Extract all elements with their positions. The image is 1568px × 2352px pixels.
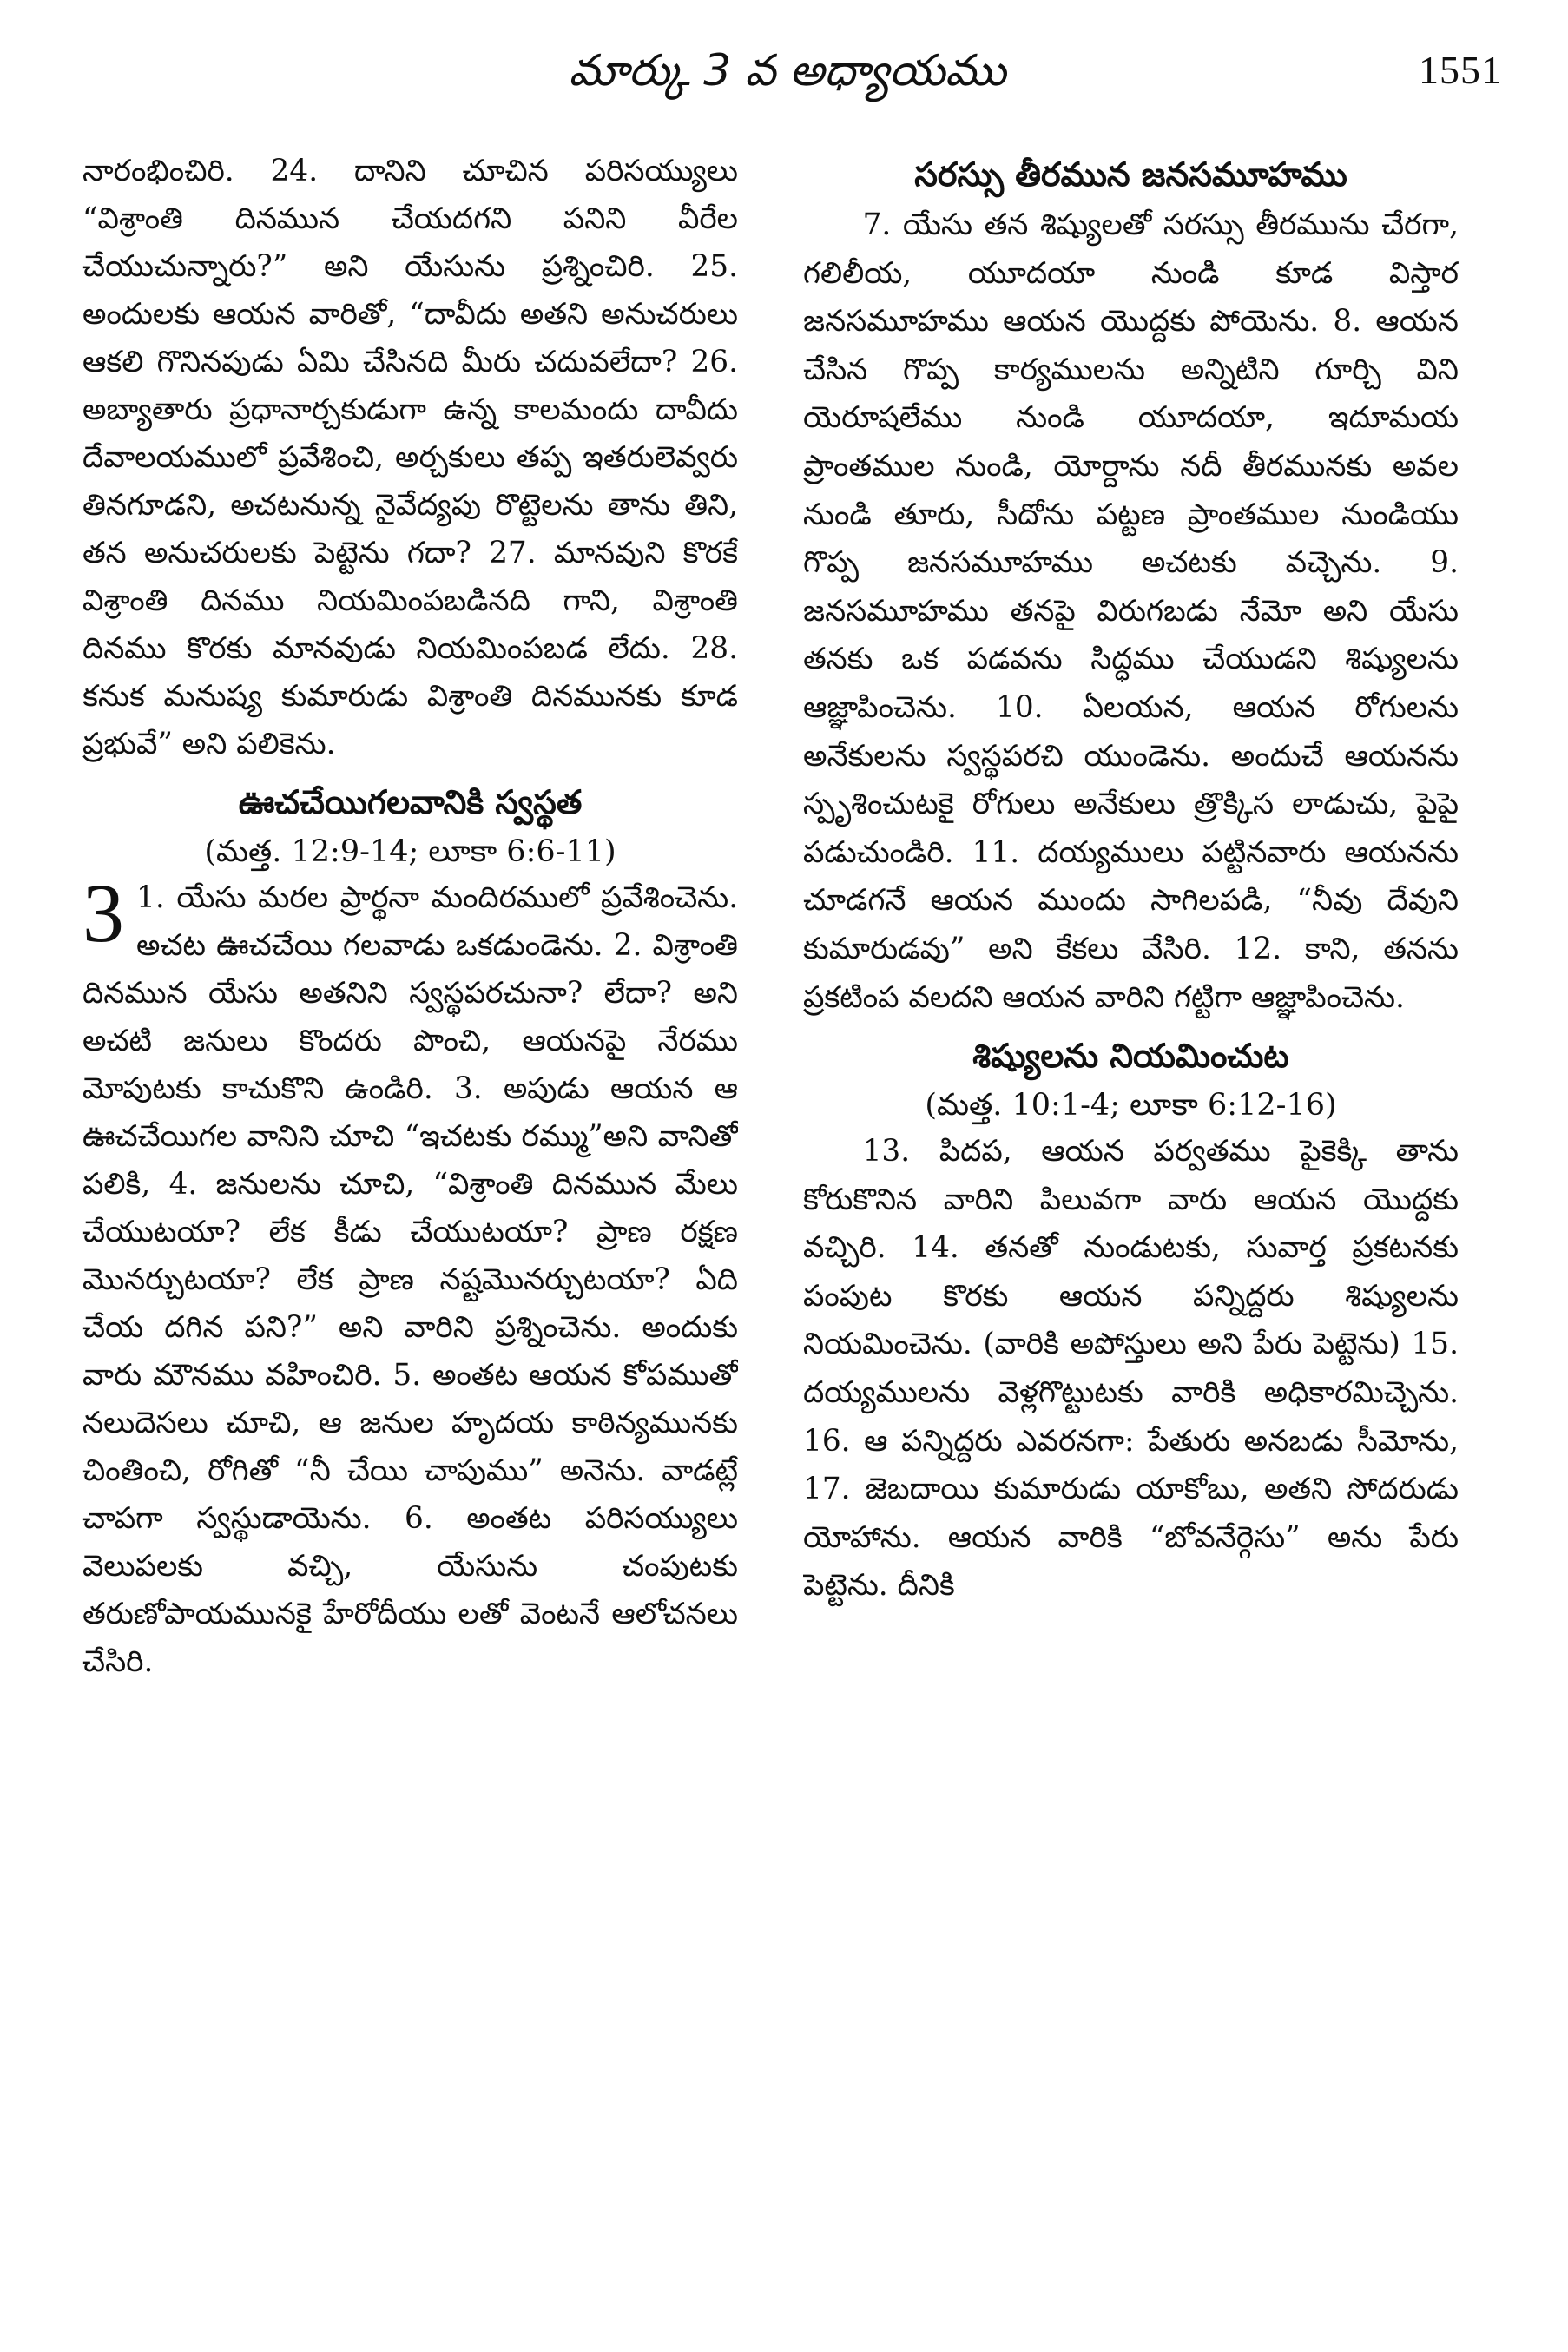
page-header	[78, 45, 1502, 106]
section-heading: సరస్సు తీరమున జనసమూహము	[914, 155, 1347, 194]
page-number: 1551	[1419, 48, 1502, 92]
chapter-paragraph	[82, 866, 738, 1686]
cross-references: (మత్త. 12:9-14; లూకా 6:6-11)	[204, 834, 616, 869]
verse-paragraph: 13. పిదప, ఆయన పర్వతము పైకెక్కి తాను కోరుకొనిన వారిని పిలువగా వారు ఆయన యొద్దకు వచ్చిరి. 14. తనతో నుండుటకు, సువార్త ప్రకటనకు పంపుట కొరకు ఆయన పన్నిద్దరు శిష్యులను నియమించెను. (వారికి అపోస్తులు అని పేరు పెట్టెను) 15. దయ్యములను వెళ్లగొట్టుటకు వారికి అధికారమిచ్చెను. 16. ఆ పన్నిద్దరు ఎవరనగా: పేతురు అనబడు సీమోను, 17. జెబదాయి కుమారుడు యాకోబు, అతని సోదరుడు యోహాను. ఆయన వారికి “బోవనేర్గెసు” అను పేరు పెట్టెను. దీనికి	[803, 1134, 1459, 1604]
section-heading: శిష్యులను నియమించుట	[972, 1037, 1289, 1076]
section-heading: ఊచచేయిగలవానికి స్వస్థత	[238, 783, 583, 821]
chapter-number: 3	[82, 866, 124, 959]
cross-references: (మత్త. 10:1-4; లూకా 6:12-16)	[925, 1088, 1337, 1123]
left-column	[82, 148, 738, 2318]
right-column	[803, 148, 1459, 2318]
verse-paragraph: 7. యేసు తన శిష్యులతో సరస్సు తీరమును చేరగా, గలిలీయ, యూదయా నుండి కూడ విస్తార జనసమూహము ఆయన యొద్దకు పోయెను. 8. ఆయన చేసిన గొప్ప కార్యములను అన్నిటిని గూర్చి విని యెరూషలేము నుండి యూదయా, ఇదూమయ ప్రాంతముల నుండి, యోర్దాను నదీ తీరమునకు అవల నుండి తూరు, సీదోను పట్టణ ప్రాంతముల నుండియు గొప్ప జనసమూహము అచటకు వచ్చెను. 9. జనసమూహము తనపై విరుగబడు నేమో అని యేసు తనకు ఒక పడవను సిద్ధము చేయుడని శిష్యులను ఆజ్ఞాపించెను. 10. ఏలయన, ఆయన రోగులను అనేకులను స్వస్థపరచి యుండెను. అందుచే ఆయనను స్పృశించుటకై రోగులు అనేకులు త్రొక్కిస లాడుచు, పైపై పడుచుండిరి. 11. దయ్యములు పట్టినవారు ఆయనను చూడగనే ఆయన ముందు సాగిలపడి, “నీవు దేవుని కుమారుడవు” అని కేకలు వేసిరి. 12. కాని, తనను ప్రకటింప వలదని ఆయన వారిని గట్టిగా ఆజ్ఞాపించెను.	[803, 208, 1459, 1015]
verse-paragraph: నారంభించిరి. 24. దానిని చూచిన పరిసయ్యులు “విశ్రాంతి దినమున చేయదగని పనిని వీరేల చేయుచున్నారు?” అని యేసును ప్రశ్నించిరి. 25. అందులకు ఆయన వారితో, “దావీదు అతని అనుచరులు ఆకలి గొనినపుడు ఏమి చేసినది మీరు చదువలేదా? 26. అబ్యాతారు ప్రధానార్చకుడుగా ఉన్న కాలమందు దావీదు దేవాలయములో ప్రవేశించి, అర్చకులు తప్ప ఇతరులెవ్వరు తినగూడని, అచటనున్న నైవేద్యపు రొట్టెలను తాను తిని, తన అనుచరులకు పెట్టెను గదా? 27. మానవుని కొరకే విశ్రాంతి దినము నియమింపబడినది గాని, విశ్రాంతి దినము కొరకు మానవుడు నియమింపబడ లేదు. 28. కనుక మనుష్య కుమారుడు విశ్రాంతి దినమునకు కూడ ప్రభువే” అని పలికెను.	[82, 154, 738, 761]
chapter-text: 1. యేసు మరల ప్రార్థనా మందిరములో ప్రవేశించెను. అచట ఊచచేయి గలవాడు ఒకడుండెను. 2. విశ్రాంతి దినమున యేసు అతనిని స్వస్థపరచునా? లేదా? అని అచటి జనులు కొందరు పొంచి, ఆయనపై నేరము మోపుటకు కాచుకొని ఉండిరి. 3. అపుడు ఆయన ఆ ఊచచేయిగల వానిని చూచి “ఇచటకు రమ్ము”అని వానితో పలికి, 4. జనులను చూచి, “విశ్రాంతి దినమున మేలు చేయుటయా? లేక కీడు చేయుటయా? ప్రాణ రక్షణ మొనర్చుటయా? లేక ప్రాణ నష్టమొనర్చుటయా? ఏది చేయ దగిన పని?” అని వారిని ప్రశ్నించెను. అందుకు వారు మౌనము వహించిరి. 5. అంతట ఆయన కోపముతో నలుదెసలు చూచి, ఆ జనుల హృదయ కాఠిన్యమునకు చింతించి, రోగితో “నీ చేయి చాపుము” అనెను. వాడట్లే చాపగా స్వస్థుడాయెను. 6. అంతట పరిసయ్యులు వెలుపలకు వచ్చి, యేసును చంపుటకు తరుణోపాయమునకై హేరోదీయు లతో వెంటనే ఆలోచనలు చేసిరి.	[82, 880, 738, 1679]
running-title: మార్కు 3 వ అధ్యాయము	[569, 45, 1006, 96]
